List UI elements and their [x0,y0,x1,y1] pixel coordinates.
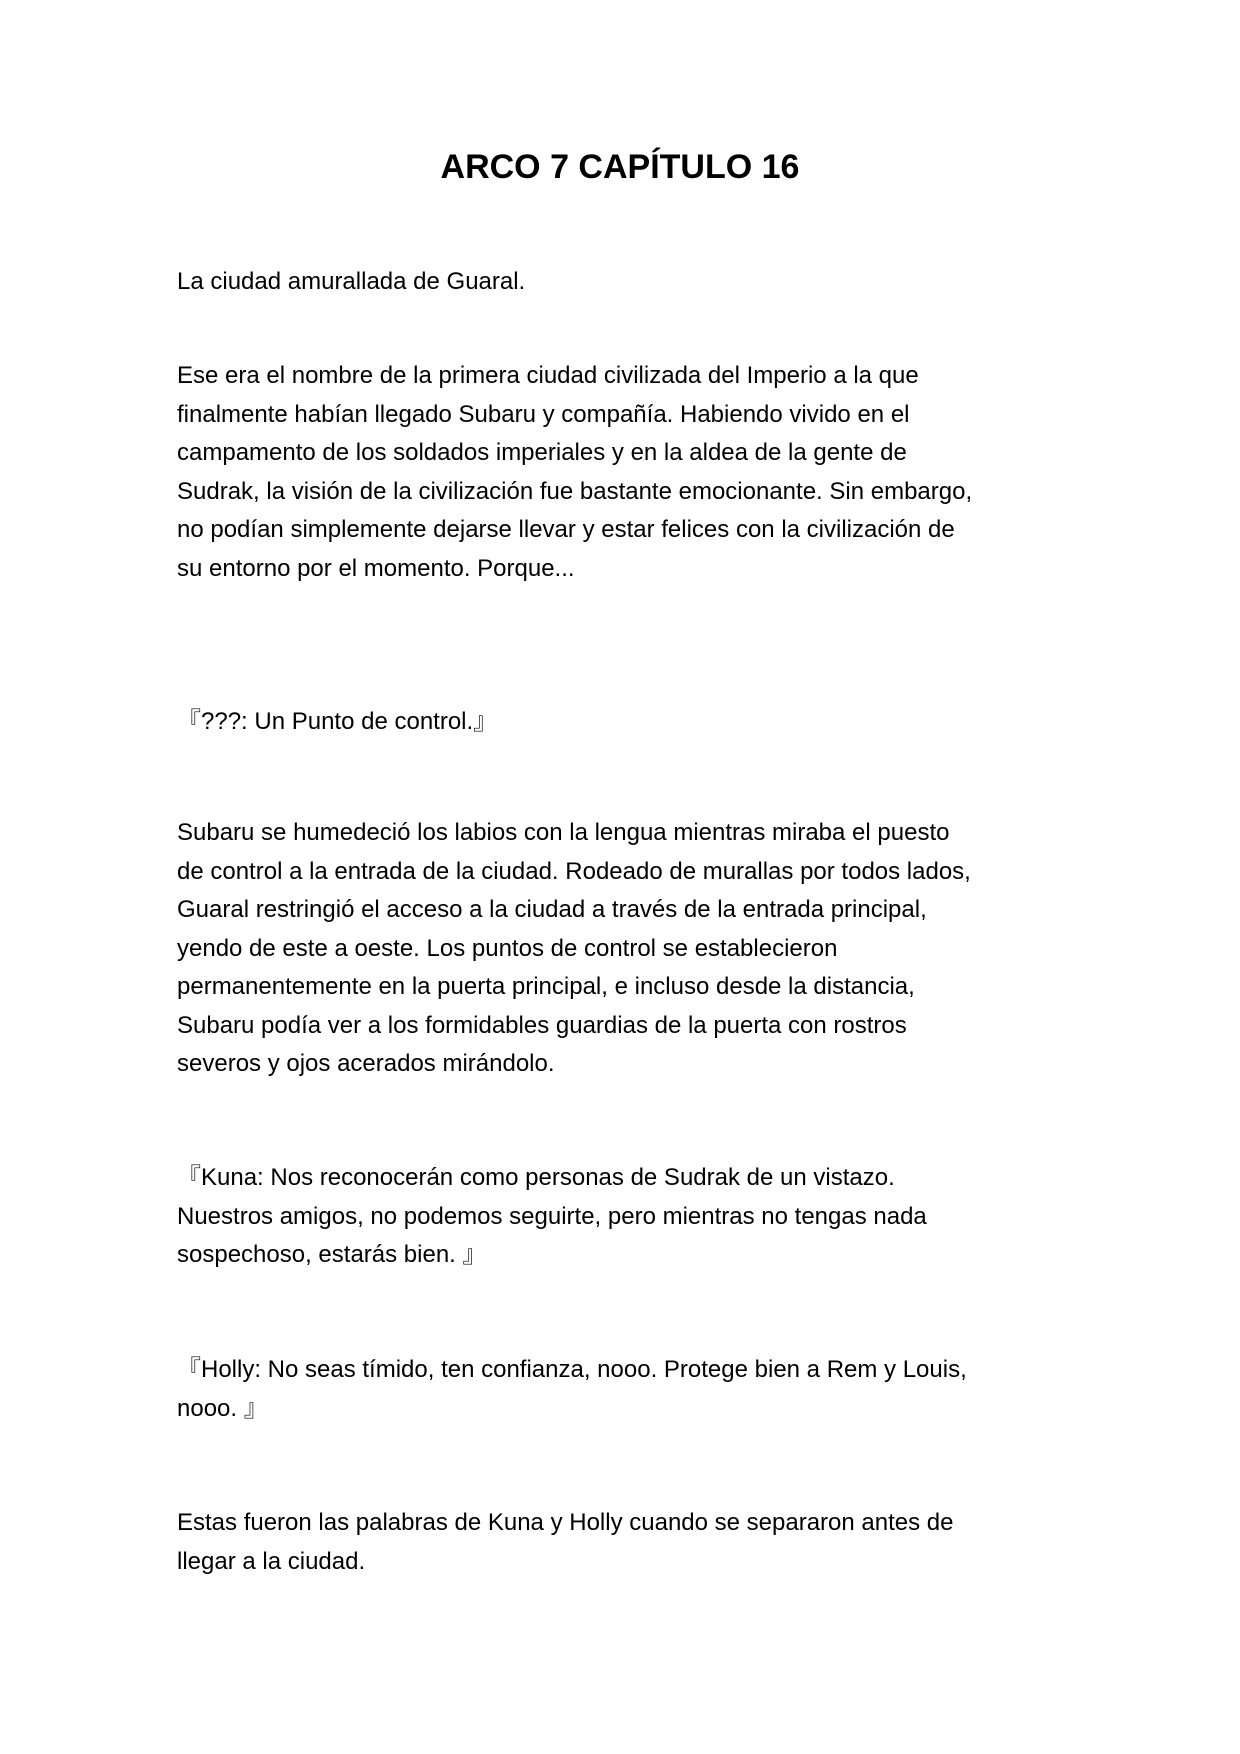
text-line: Estas fueron las palabras de Kuna y Holly cuando se separaron antes de [177,1509,954,1536]
paragraph-narration-1 [177,357,1067,588]
text-line: Sudrak, la visión de la civilización fue bastante emocionante. Sin embargo, [177,477,973,505]
paragraph-narration-2 [177,814,1067,1084]
dialogue-kuna [177,1159,1067,1275]
text-line: nooo. 』 [177,1394,268,1422]
paragraph-closing [177,1504,1067,1581]
text-line: de control a la entrada de la ciudad. Rodeado de murallas por todos lados, [177,857,971,885]
text-line: no podían simplemente dejarse llevar y estar felices con la civilización de [177,516,955,543]
chapter-title: ARCO 7 CAPÍTULO 16 [440,148,800,186]
text-line: La ciudad amurallada de Guaral. [177,268,526,295]
text-line: sospechoso, estarás bien. 』 [177,1241,487,1268]
text-line: 『???: Un Punto de control.』 [177,708,498,735]
text-line: 『Kuna: Nos reconocerán como personas de Sudrak de un vistazo. [177,1164,895,1191]
paragraph-intro [177,263,1067,302]
text-line: su entorno por el momento. Porque... [177,554,575,582]
text-line: finalmente habían llegado Subaru y compañía. Habiendo vivido en el [177,400,910,428]
text-line: Subaru podía ver a los formidables guardias de la puerta con rostros [177,1011,907,1039]
text-line: Guaral restringió el acceso a la ciudad a través de la entrada principal, [177,896,927,923]
text-line: severos y ojos acerados mirándolo. [177,1050,555,1077]
dialogue-unknown [177,703,1067,742]
text-line: campamento de los soldados imperiales y en la aldea de la gente de [177,439,907,466]
text-line: yendo de este a oeste. Los puntos de control se establecieron [177,934,838,962]
text-line: llegar a la ciudad. [177,1547,366,1575]
text-line: permanentemente en la puerta principal, e incluso desde la distancia, [177,973,915,1000]
dialogue-holly [177,1351,1067,1428]
text-line: Nuestros amigos, no podemos seguirte, pero mientras no tengas nada [177,1202,927,1230]
text-line: 『Holly: No seas tímido, ten confianza, nooo. Protege bien a Rem y Louis, [177,1356,967,1383]
text-line: Subaru se humedeció los labios con la lengua mientras miraba el puesto [177,819,950,846]
text-line: Ese era el nombre de la primera ciudad civilizada del Imperio a la que [177,362,919,389]
